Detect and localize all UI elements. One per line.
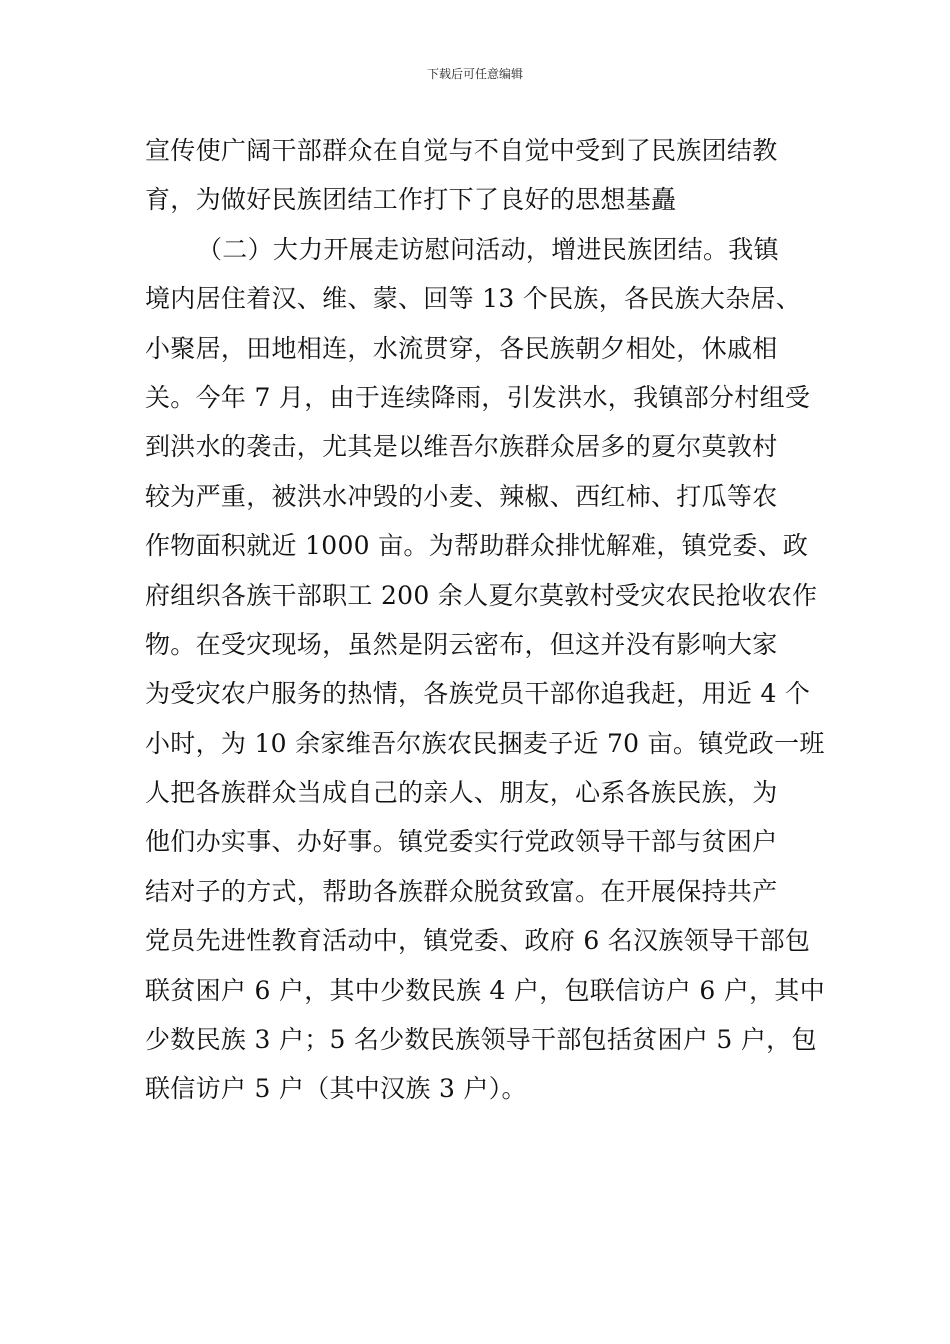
page-header: 下载后可任意编辑: [426, 67, 523, 81]
text-line: 宣传使广阔干部群众在自觉与不自觉中受到了民族团结教: [145, 136, 778, 165]
text-line: 物。在受灾现场，虽然是阴云密布，但这并没有影响大家: [145, 629, 778, 659]
paragraph-start-line: （二）大力开展走访慰问活动，增进民族团结。我镇: [197, 234, 779, 264]
text-line: 境内居住着汉、维、蒙、回等 13 个民族，各民族大杂居、: [145, 284, 802, 314]
text-line: 到洪水的袭击，尤其是以维吾尔族群众居多的夏尔莫敦村: [145, 432, 778, 462]
body-text: [145, 126, 825, 1114]
text-line: 结对子的方式，帮助各族群众脱贫致富。在开展保持共产: [145, 876, 778, 906]
text-line: 较为严重，被洪水冲毁的小麦、辣椒、西红柿、打瓜等农: [145, 481, 778, 511]
text-line: 联贫困户 6 户，其中少数民族 4 户，包联信访户 6 户，其中: [145, 975, 825, 1005]
text-line: 为受灾农户服务的热情，各族党员干部你追我赶，用近 4 个: [145, 679, 811, 709]
text-line: 关。今年 7 月，由于连续降雨，引发洪水，我镇部分村组受: [145, 382, 811, 412]
text-line: 他们办实事、办好事。镇党委实行党政领导干部与贫困户: [145, 827, 778, 857]
text-line: 小时，为 10 余家维吾尔族农民捆麦子近 70 亩。镇党政一班: [145, 728, 825, 758]
text-line: 人把各族群众当成自己的亲人、朋友，心系各族民族，为: [145, 778, 778, 808]
text-line: 小聚居，田地相连，水流贯穿，各民族朝夕相处，休戚相: [145, 333, 778, 363]
text-line: 育，为做好民族团结工作打下了良好的思想基矗: [145, 185, 677, 215]
text-line: 党员先进性教育活动中，镇党委、政府 6 名汉族领导干部包: [145, 926, 811, 956]
text-line: 作物面积就近 1000 亩。为帮助群众排忧解难，镇党委、政: [145, 531, 809, 561]
text-line: 联信访户 5 户（其中汉族 3 户）。: [145, 1074, 527, 1104]
text-line: 府组织各族干部职工 200 余人夏尔莫敦村受灾农民抢收农作: [145, 580, 818, 610]
text-line: 少数民族 3 户；5 名少数民族领导干部包括贫困户 5 户，包: [145, 1025, 817, 1055]
